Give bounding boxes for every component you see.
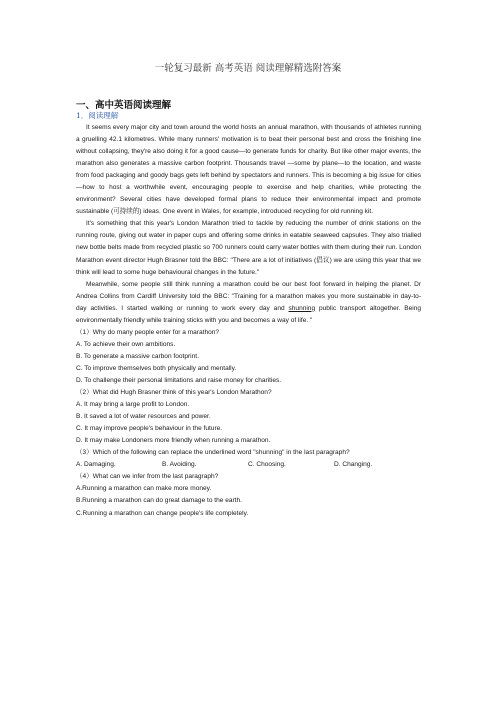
q2-option-a: A. It may bring a large profit to London. xyxy=(76,401,190,409)
q3-option-b: B. Avoiding. xyxy=(162,461,197,469)
q2-option-b: B. It saved a lot of water resources and power. xyxy=(76,413,211,421)
document-title: 一轮复习最新 高考英语 阅读理解精选附答案 xyxy=(154,63,342,74)
q4-option-c: C.Running a marathon can change people's life completely. xyxy=(76,509,249,517)
q2-option-c: C. It may improve people's behaviour in the future. xyxy=(76,425,223,433)
q3-option-c: C. Choosing. xyxy=(248,461,286,469)
q2-option-d: D. It may make Londoners more friendly when running a marathon. xyxy=(76,437,271,445)
question-2-stem: （2）What did Hugh Brasner think of this year's London Marathon? xyxy=(76,389,272,397)
question-1-stem: （1）Why do many people enter for a marathon? xyxy=(76,328,220,336)
paragraph-3-text-a: Meanwhile, some people still think running a marathon could be our best foot forward in helping the planet. Dr Andrea Collins from Cardiff University told the BBC: "Training for a marathon makes you more sustainable in day-to-day activities. I started walking or running to work every day and xyxy=(76,280,421,312)
question-3-stem: （3）Which of the following can replace the underlined word "shunning" in the last paragraph? xyxy=(76,449,350,457)
section-heading: 一、高中英语阅读理解 xyxy=(76,100,172,111)
q1-option-d: D. To challenge their personal limitations and raise money for charities. xyxy=(76,376,282,384)
q3-option-a: A. Damaging. xyxy=(76,461,116,469)
underlined-word: shunning xyxy=(288,304,316,312)
q1-option-a: A. To achieve their own ambitions. xyxy=(76,340,176,348)
paragraph-1: It seems every major city and town around the world hosts an annual marathon, with thousands of athletes running a gruelling 42.1 kilometres. While many runners' motivation is to beat their personal best and cross the finishing line without collapsing, they're also doing it for a good cause—to generate funds for charity. But like other major events, the marathon also generates a massive carbon footprint. Thousands travel —some by plane—to the location, and waste from food packaging and goody bags gets left behind by spectators and runners. This is becoming a big issue for cities—how to host a worthwhile event, encouraging people to exercise and help charities, while protecting the environment? Several cities have developed formal plans to reduce their environmental impact and promote sustainable (可持续的) ideas. One event in Wales, for example, introduced recycling for old running kit. xyxy=(76,124,421,216)
reading-passage xyxy=(76,122,421,520)
q3-options-row xyxy=(76,459,421,471)
q1-option-c: C. To improve themselves both physically and mentally. xyxy=(76,364,237,372)
q1-option-b: B. To generate a massive carbon footprint. xyxy=(76,352,199,360)
paragraph-3 xyxy=(76,279,421,327)
paragraph-2: It's something that this year's London Marathon tried to tackle by reducing the number of drink stations on the running route, giving out water in paper cups and offering some drinks in eatable seaweed capsules. They also trialled new bottle belts made from recycled plastic so 700 runners could carry water bottles with them during their run. London Marathon event director Hugh Brasner told the BBC: "There are a lot of initiatives (倡议) we are using this year that we think will lead to some huge behavioural changes in the future." xyxy=(76,220,421,276)
q4-option-b: B.Running a marathon can do great damage to the earth. xyxy=(76,497,242,505)
q4-option-a: A.Running a marathon can make more money. xyxy=(76,485,212,493)
paragraph-3-text-b: public transport altogether. Being environmentally friendly while training sticks with you and becomes a way of life. " xyxy=(76,304,421,324)
item-heading: 1．阅读理解 xyxy=(76,111,119,120)
q3-option-d: D. Changing. xyxy=(334,461,373,469)
question-4-stem: （4）What can we infer from the last paragraph? xyxy=(76,473,219,481)
